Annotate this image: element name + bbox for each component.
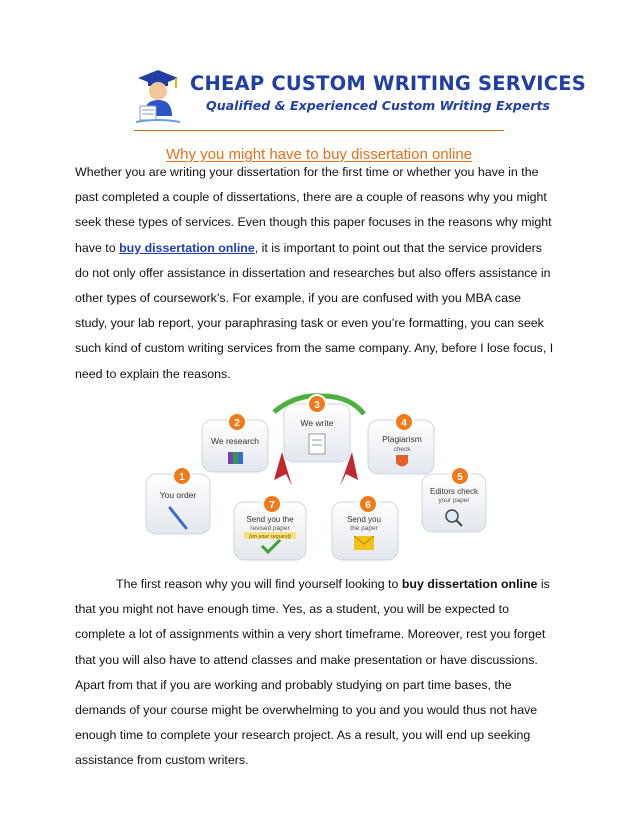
graduate-mascot-icon [132, 64, 184, 126]
step-label-2: check [393, 446, 411, 453]
step-number: 4 [401, 418, 407, 429]
paragraph-line: complete a lot of assignments within a very short timeframe. Moreover, rest you forget [75, 627, 546, 642]
step-number: 7 [269, 500, 275, 511]
step-label: Plagiarism [382, 434, 422, 444]
line-text: The first reason why you will find yourself looking to [116, 577, 402, 591]
paragraph-line: other types of coursework’s. For example, if you are confused with you MBA case [75, 291, 522, 306]
step-number: 5 [457, 472, 463, 483]
paragraph-line: need to explain the reasons. [75, 366, 231, 381]
process-step-7 [234, 495, 306, 560]
brand-title: CHEAP CUSTOM WRITING SERVICES [190, 72, 587, 95]
brand-subtitle: Qualified & Experienced Custom Writing Experts [206, 98, 551, 113]
paragraph-2 [75, 572, 565, 774]
step-number: 3 [314, 400, 320, 411]
shield-icon [396, 455, 408, 467]
paragraph-line: do not only offer assistance in dissertation and researches but also offers assistance in [75, 265, 551, 280]
paragraph-line: past completed a couple of dissertations, there are a couple of reasons why you might [75, 190, 547, 205]
step-number: 1 [179, 472, 185, 483]
process-step-5 [422, 467, 486, 532]
envelope-icon [354, 536, 374, 550]
step-number: 2 [234, 418, 240, 429]
article-title: Why you might have to buy dissertation online [166, 146, 472, 163]
brand-header [132, 60, 587, 132]
paragraph-1 [75, 160, 565, 387]
header-divider [134, 130, 504, 131]
step-label-2: revised paper [250, 525, 290, 532]
step-label: Editors check [429, 487, 479, 496]
keyword-bold: buy dissertation online [401, 577, 538, 591]
step-label-2: the paper [350, 525, 378, 532]
paragraph-line: demands of your course might be overwhelming to you and you would thus not have [75, 703, 538, 718]
paragraph-line: seek these types of services. Even though this paper focuses in the reasons why might [75, 215, 552, 230]
paragraph-line: Whether you are writing your dissertation for the first time or whether you have in the [75, 165, 539, 179]
process-step-3 [274, 395, 364, 486]
step-label: Send you [347, 515, 381, 524]
paragraph-line [75, 236, 565, 261]
writing-process-diagram [136, 390, 488, 562]
paragraph-line: such kind of custom writing services from the same company. Any, before I lose focus, I [75, 341, 554, 356]
line-text: , it is important to point out that the service providers [254, 240, 542, 255]
line-text: is [537, 577, 550, 591]
paragraph-line: assistance from custom writers. [75, 753, 249, 768]
paragraph-line: Apart from that if you are working and probably studying on part time bases, the [75, 677, 512, 692]
step-label-2: your paper [438, 497, 470, 504]
paper-icon [309, 434, 325, 454]
process-step-2 [202, 413, 268, 472]
process-step-6 [332, 495, 398, 560]
step-number: 6 [365, 500, 371, 511]
buy-dissertation-link[interactable]: buy dissertation online [119, 240, 255, 255]
paragraph-line: study, your lab report, your paraphrasing task or even you’re formatting, you can seek [75, 316, 544, 331]
process-step-4 [368, 413, 434, 474]
step-note: (on your request) [249, 534, 291, 540]
books-icon [228, 452, 243, 464]
paragraph-line: that you will also have to attend classes and make presentation or have discussions. [75, 652, 538, 667]
process-step-1 [146, 467, 210, 534]
step-label: Send you the [246, 515, 294, 524]
paragraph-line: enough time to complete your research project. As a result, you will end up seeking [75, 728, 531, 743]
paragraph-line [75, 572, 565, 597]
line-text: have to [75, 240, 120, 255]
paragraph-line: that you might not have enough time. Yes, as a student, you will be expected to [75, 602, 509, 617]
step-label: You order [159, 490, 197, 500]
step-label: We write [300, 418, 334, 428]
step-label: We research [210, 436, 260, 446]
